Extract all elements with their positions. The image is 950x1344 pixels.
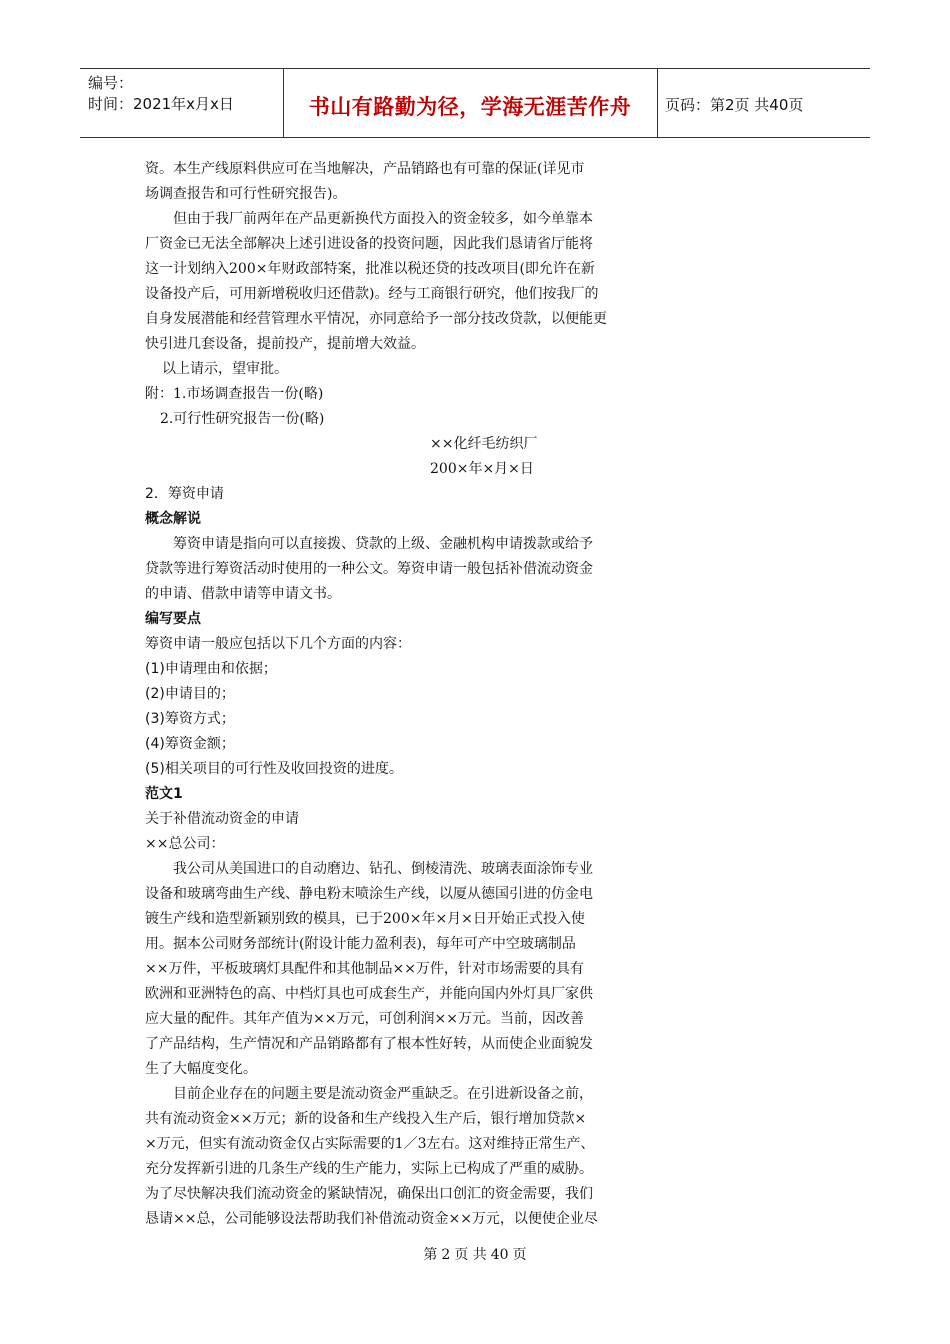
body-line: 为了尽快解决我们流动资金的紧缺情况，确保出口创汇的资金需要，我们 — [145, 1186, 593, 1202]
body-line: 欧洲和亚洲特色的高、中档灯具也可成套生产，并能向国内外灯具厂家供 — [145, 986, 593, 1002]
header-page-number: 页码：第2页 共40页 — [665, 96, 804, 114]
body-line: 镀生产线和造型新颖别致的模具，已于200×年×月×日开始正式投入使 — [145, 911, 585, 927]
subheading-concept: 概念解说 — [145, 511, 201, 527]
body-line: 场调查报告和可行性研究报告)。 — [145, 186, 347, 202]
document-date: 时间：2021年x月x日 — [88, 95, 234, 113]
list-item: (3)筹资方式； — [145, 711, 235, 727]
signature-date: 200×年×月×日 — [430, 461, 534, 477]
list-item: (5)相关项目的可行性及收回投资的进度。 — [145, 761, 403, 777]
body-line: 共有流动资金××万元；新的设备和生产线投入生产后，银行增加贷款× — [145, 1111, 587, 1127]
body-line: 自身发展潜能和经营管理水平情况，亦同意给予一部分技改贷款，以便能更 — [145, 311, 607, 327]
body-line: 目前企业存在的问题主要是流动资金严重缺乏。在引进新设备之前， — [173, 1086, 593, 1102]
body-line: ××万件，平板玻璃灯具配件和其他制品××万件，针对市场需要的具有 — [145, 961, 584, 977]
attachment-line: 附：1.市场调查报告一份(略) — [145, 386, 324, 402]
subheading-writing-points: 编写要点 — [145, 611, 201, 627]
body-line: 贷款等进行筹资活动时使用的一种公文。筹资申请一般包括补借流动资金 — [145, 561, 593, 577]
salutation: ××总公司： — [145, 836, 225, 852]
body-line: 但由于我厂前两年在产品更新换代方面投入的资金较多，如今单靠本 — [173, 211, 593, 227]
footer-page-number: 2 — [441, 1247, 451, 1263]
body-line: 应大量的配件。其年产值为××万元，可创利润××万元。当前，因改善 — [145, 1011, 584, 1027]
body-line: 恳请××总，公司能够设法帮助我们补借流动资金××万元，以便使企业尽 — [145, 1211, 598, 1227]
list-item: (4)筹资金额； — [145, 736, 235, 752]
body-line: 设备投产后，可用新增税收归还借款)。经与工商银行研究，他们按我厂的 — [145, 286, 599, 302]
body-line: 设备和玻璃弯曲生产线、静电粉末喷涂生产线，以厦从德国引进的仿金电 — [145, 886, 593, 902]
body-line: 用。据本公司财务部统计(附设计能力盈利表)，每年可产中空玻璃制品 — [145, 936, 576, 952]
attachment-line: 2.可行性研究报告一份(略) — [160, 411, 325, 427]
body-line: ×万元，但实有流动资金仅占实际需要的1／3左右。这对维持正常生产、 — [145, 1136, 595, 1152]
body-line: 厂资金已无法全部解决上述引进设备的投资问题，因此我们恳请省厅能将 — [145, 236, 593, 252]
body-line: 快引进几套设备，提前投产，提前增大效益。 — [145, 336, 425, 352]
list-item: (2)申请目的； — [145, 686, 235, 702]
body-line: 以上请示，望审批。 — [162, 361, 288, 377]
body-line: 我公司从美国进口的自动磨边、钻孔、倒棱清洗、玻璃表面涂饰专业 — [173, 861, 593, 877]
header-motto: 书山有路勤为径，学海无涯苦作舟 — [308, 95, 632, 119]
page-header — [80, 68, 870, 138]
body-line: 筹资申请是指向可以直接拨、贷款的上级、金融机构申请拨款或给予 — [173, 536, 593, 552]
header-divider — [657, 69, 658, 137]
section-heading: 2．筹资申请 — [145, 486, 224, 502]
header-meta — [88, 73, 234, 115]
body-line: 了产品结构，生产情况和产品销路都有了根本性好转，从而使企业面貌发 — [145, 1036, 593, 1052]
document-number: 编号： — [88, 74, 134, 92]
footer-total-pages: 40 — [490, 1247, 509, 1263]
body-line: 筹资申请一般应包括以下几个方面的内容： — [145, 636, 411, 652]
body-line: 这一计划纳入200×年财政部特案，批准以税还贷的技改项目(即允许在新 — [145, 261, 595, 277]
list-item: (1)申请理由和依据； — [145, 661, 277, 677]
example-title: 关于补借流动资金的申请 — [145, 811, 299, 827]
footer-prefix: 第 — [423, 1247, 438, 1263]
body-line: 的申请、借款申请等申请文书。 — [145, 586, 341, 602]
footer-middle: 页 共 — [454, 1247, 487, 1263]
footer-suffix: 页 — [512, 1247, 527, 1263]
body-line: 充分发挥新引进的几条生产线的生产能力，实际上已构成了严重的威胁。 — [145, 1161, 593, 1177]
body-line: 资。本生产线原料供应可在当地解决，产品销路也有可靠的保证(详见市 — [145, 161, 585, 177]
subheading-example: 范文1 — [145, 786, 183, 802]
signature-organization: ××化纤毛纺织厂 — [430, 436, 538, 452]
body-line: 生了大幅度变化。 — [145, 1061, 257, 1077]
page-footer — [0, 1244, 950, 1264]
